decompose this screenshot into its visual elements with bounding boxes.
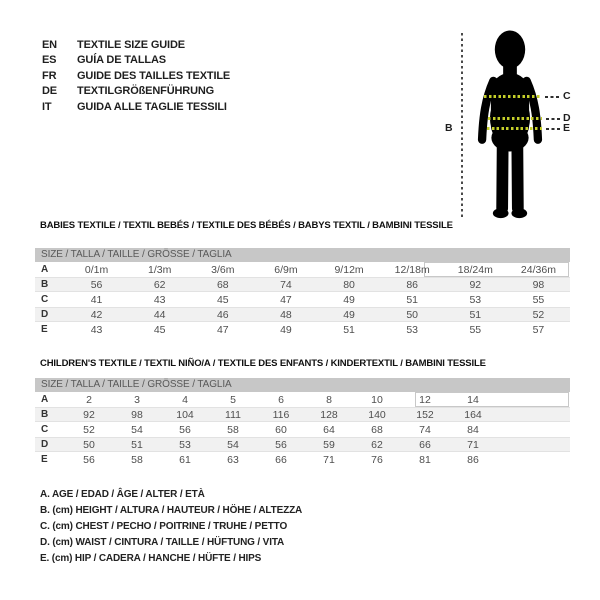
size-cell: 2 bbox=[86, 393, 92, 406]
table-row bbox=[35, 452, 570, 467]
size-cell: 4 bbox=[182, 393, 188, 406]
waist-measure-line bbox=[488, 117, 542, 120]
size-cell: 1/3m bbox=[148, 263, 172, 276]
chest-label: C bbox=[563, 90, 571, 102]
measurement-legend bbox=[40, 487, 302, 567]
table-row bbox=[35, 277, 570, 292]
size-cell: 66 bbox=[275, 453, 287, 466]
size-cell: 47 bbox=[216, 323, 229, 336]
size-cell: 12 bbox=[419, 393, 431, 406]
row-label: E bbox=[41, 324, 48, 335]
size-cell: 92 bbox=[469, 278, 482, 291]
size-cell: 50 bbox=[406, 308, 419, 321]
size-cell: 52 bbox=[83, 423, 95, 436]
row-label: B bbox=[41, 279, 49, 290]
hip-label: E bbox=[563, 122, 571, 134]
row-label: C bbox=[41, 294, 49, 305]
size-cell: 45 bbox=[153, 323, 166, 336]
children-size-table bbox=[35, 378, 570, 467]
legend-line: D. (cm) WAIST / CINTURA / TAILLE / HÜFTUNG / VITA bbox=[40, 536, 285, 548]
legend-line: E. (cm) HIP / CADERA / HANCHE / HÜFTE / HIPS bbox=[40, 552, 262, 564]
table-row bbox=[35, 292, 570, 307]
size-cell: 9/12m bbox=[334, 263, 364, 276]
size-cell: 6/9m bbox=[274, 263, 298, 276]
size-cell: 104 bbox=[176, 408, 194, 421]
table-row bbox=[35, 307, 570, 322]
size-cell: 50 bbox=[83, 438, 95, 451]
size-cell: 62 bbox=[371, 438, 383, 451]
size-cell: 57 bbox=[532, 323, 545, 336]
size-cell: 56 bbox=[275, 438, 287, 451]
size-cell: 6 bbox=[278, 393, 284, 406]
size-cell: 0/1m bbox=[84, 263, 109, 276]
language-code: ES bbox=[42, 54, 57, 67]
size-cell: 84 bbox=[467, 423, 479, 436]
size-cell: 49 bbox=[343, 293, 355, 306]
hip-connector-line bbox=[546, 128, 560, 130]
language-code: DE bbox=[42, 85, 57, 98]
language-code: IT bbox=[42, 100, 52, 113]
size-cell: 45 bbox=[216, 293, 229, 306]
size-cell: 10 bbox=[371, 393, 383, 406]
size-cell: 60 bbox=[275, 423, 287, 436]
child-silhouette-icon bbox=[460, 28, 560, 224]
size-cell: 42 bbox=[90, 308, 103, 321]
size-cell: 164 bbox=[464, 408, 482, 421]
size-cell: 56 bbox=[179, 423, 191, 436]
children-table-title: CHILDREN'S TEXTILE / TEXTIL NIÑO/A / TEXTILE DES ENFANTS / KINDERTEXTIL / BAMBINI TESSILE bbox=[40, 358, 486, 369]
language-code: EN bbox=[42, 39, 57, 51]
size-cell: 55 bbox=[532, 293, 545, 306]
size-cell: 12/18m bbox=[394, 263, 430, 276]
row-label: A bbox=[41, 264, 49, 275]
size-cell: 3 bbox=[134, 393, 140, 406]
row-label: D bbox=[41, 309, 49, 320]
table-row bbox=[35, 437, 570, 452]
size-cell: 46 bbox=[216, 308, 229, 321]
row-label: D bbox=[41, 439, 49, 450]
size-cell: 64 bbox=[323, 423, 335, 436]
size-cell: 63 bbox=[227, 453, 239, 466]
size-cell: 51 bbox=[343, 323, 355, 336]
language-row bbox=[42, 38, 230, 53]
language-title: TEXTILE SIZE GUIDE bbox=[77, 39, 185, 51]
language-row bbox=[42, 100, 230, 115]
size-cell: 140 bbox=[368, 408, 386, 421]
size-cell: 98 bbox=[532, 278, 545, 291]
language-row bbox=[42, 69, 230, 84]
size-cell: 43 bbox=[153, 293, 166, 306]
chest-connector-line bbox=[545, 96, 560, 98]
size-cell: 92 bbox=[83, 408, 95, 421]
language-title: TEXTILGRÖßENFÜHRUNG bbox=[77, 85, 215, 98]
size-cell: 51 bbox=[131, 438, 143, 451]
size-cell: 53 bbox=[179, 438, 191, 451]
size-cell: 116 bbox=[272, 408, 290, 421]
size-cell: 53 bbox=[406, 323, 419, 336]
height-measure-line bbox=[461, 33, 463, 217]
size-cell: 76 bbox=[371, 453, 383, 466]
size-cell: 52 bbox=[532, 308, 545, 321]
legend-line: C. (cm) CHEST / PECHO / POITRINE / TRUHE / PETTO bbox=[40, 520, 288, 532]
hip-measure-line bbox=[487, 127, 542, 130]
size-cell: 59 bbox=[323, 438, 335, 451]
language-code: FR bbox=[42, 69, 57, 82]
size-cell: 48 bbox=[280, 308, 292, 321]
size-cell: 66 bbox=[419, 438, 431, 451]
size-cell: 51 bbox=[406, 293, 419, 306]
size-cell: 128 bbox=[320, 408, 338, 421]
row-label: C bbox=[41, 424, 49, 435]
size-cell: 53 bbox=[469, 293, 482, 306]
size-cell: 62 bbox=[153, 278, 166, 291]
size-cell: 80 bbox=[343, 278, 355, 291]
language-title: GUIDA ALLE TAGLIE TESSILI bbox=[77, 100, 227, 113]
size-cell: 98 bbox=[131, 408, 143, 421]
size-cell: 86 bbox=[406, 278, 419, 291]
size-cell: 55 bbox=[469, 323, 482, 336]
size-cell: 68 bbox=[371, 423, 383, 436]
size-cell: 47 bbox=[280, 293, 292, 306]
size-cell: 41 bbox=[90, 293, 103, 306]
waist-connector-line bbox=[546, 118, 560, 120]
size-cell: 74 bbox=[280, 278, 292, 291]
size-cell: 86 bbox=[467, 453, 479, 466]
table-row bbox=[35, 322, 570, 337]
size-cell: 81 bbox=[419, 453, 431, 466]
table-row bbox=[35, 392, 570, 407]
size-cell: 18/24m bbox=[457, 263, 493, 276]
language-row bbox=[42, 84, 230, 99]
children-size-header: SIZE / TALLA / TAILLE / GRÖSSE / TAGLIA bbox=[35, 378, 570, 392]
babies-table-title: BABIES TEXTILE / TEXTIL BEBÉS / TEXTILE DES BÉBÉS / BABYS TEXTIL / BAMBINI TESSILE bbox=[40, 220, 453, 231]
size-cell: 44 bbox=[153, 308, 166, 321]
language-title-list bbox=[42, 38, 230, 115]
size-cell: 71 bbox=[323, 453, 335, 466]
size-cell: 51 bbox=[469, 308, 482, 321]
size-cell: 54 bbox=[227, 438, 239, 451]
size-cell: 152 bbox=[416, 408, 434, 421]
language-row bbox=[42, 53, 230, 68]
size-cell: 56 bbox=[90, 278, 103, 291]
row-label: A bbox=[41, 394, 49, 405]
size-cell: 3/6m bbox=[211, 263, 235, 276]
table-row bbox=[35, 422, 570, 437]
size-cell: 68 bbox=[216, 278, 229, 291]
size-cell: 58 bbox=[227, 423, 239, 436]
legend-line: B. (cm) HEIGHT / ALTURA / HAUTEUR / HÖHE / ALTEZZA bbox=[40, 504, 303, 516]
chest-measure-line bbox=[484, 95, 540, 98]
waist-label: D bbox=[563, 112, 571, 124]
size-cell: 49 bbox=[343, 308, 355, 321]
size-cell: 14 bbox=[467, 393, 479, 406]
size-cell: 74 bbox=[419, 423, 431, 436]
legend-line: A. AGE / EDAD / ÂGE / ALTER / ETÀ bbox=[40, 489, 205, 500]
size-cell: 61 bbox=[179, 453, 191, 466]
size-cell: 8 bbox=[326, 393, 332, 406]
size-cell: 71 bbox=[467, 438, 479, 451]
table-row bbox=[35, 407, 570, 422]
size-cell: 24/36m bbox=[520, 263, 556, 276]
table-row bbox=[35, 262, 570, 277]
size-cell: 111 bbox=[225, 408, 241, 421]
row-label: E bbox=[41, 454, 48, 465]
size-cell: 56 bbox=[83, 453, 95, 466]
babies-size-table bbox=[35, 248, 570, 337]
row-label: B bbox=[41, 409, 49, 420]
size-cell: 43 bbox=[90, 323, 103, 336]
size-cell: 58 bbox=[131, 453, 143, 466]
size-cell: 49 bbox=[280, 323, 292, 336]
language-title: GUIDE DES TAILLES TEXTILE bbox=[77, 69, 231, 82]
size-cell: 54 bbox=[131, 423, 143, 436]
height-label: B bbox=[445, 122, 453, 134]
babies-size-header: SIZE / TALLA / TAILLE / GRÖSSE / TAGLIA bbox=[35, 248, 570, 262]
language-title: GUÍA DE TALLAS bbox=[77, 54, 166, 67]
size-cell: 5 bbox=[230, 393, 236, 406]
